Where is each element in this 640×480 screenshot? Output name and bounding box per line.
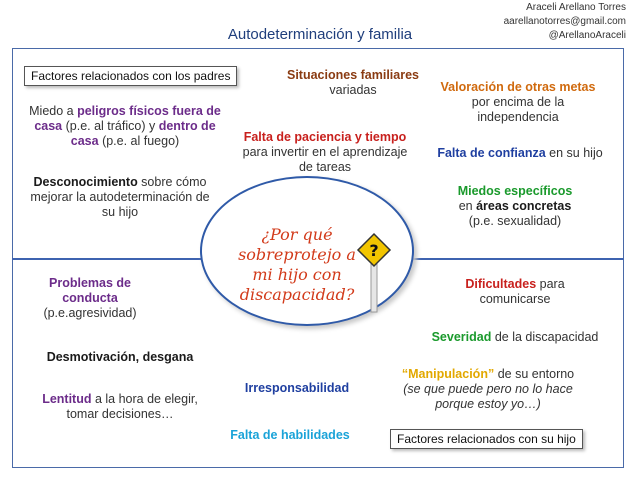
node-desmotivacion: Desmotivación, desgana <box>46 350 194 364</box>
node-miedos: Miedos específicos en áreas concretas (p.e. sexualidad) <box>457 184 573 228</box>
node-conducta: Problemas de conducta (p.e.agresividad) <box>43 276 137 320</box>
node-lentitud: Lentitud a la hora de elegir, tomar decisiones… <box>42 392 198 421</box>
node-habilidades: Falta de habilidades <box>230 428 350 442</box>
child-factors-label: Factores relacionados con su hijo <box>390 429 583 449</box>
node-paciencia: Falta de paciencia y tiempo para invertir en el aprendizaje de tareas <box>242 130 408 174</box>
node-miedo: Miedo a peligros físicos fuera de casa (p.e. al tráfico) y dentro de casa (p.e. al fuego) <box>29 104 221 148</box>
diagram-title: Autodeterminación y familia <box>227 26 413 43</box>
node-manipulacion: “Manipulación” de su entorno (se que puede pero no lo hace porque estoy yo…) <box>401 367 575 411</box>
node-severidad: Severidad de la discapacidad <box>431 330 599 344</box>
node-situaciones: Situaciones familiares variadas <box>286 68 419 97</box>
node-desconocimiento: Desconocimiento sobre cómo mejorar la autodeterminación de su hijo <box>30 175 210 219</box>
node-valoracion: Valoración de otras metas por encima de la independencia <box>440 80 596 124</box>
author-email: aarellanotorres@gmail.com <box>503 16 626 27</box>
warning-sign-icon <box>356 232 392 314</box>
node-irresponsabilidad: Irresponsabilidad <box>244 381 350 395</box>
author-handle: @ArellanoAraceli <box>548 30 626 41</box>
author-name: Araceli Arellano Torres <box>526 2 626 13</box>
center-question: ¿Por qué sobreprotejo a mi hijo con discapacidad? <box>238 225 356 304</box>
node-confianza: Falta de confianza en su hijo <box>437 146 603 160</box>
sign-mark: ? <box>369 241 379 260</box>
node-dificultades: Dificultades para comunicarse <box>465 277 565 306</box>
parents-factors-label: Factores relacionados con los padres <box>24 66 237 86</box>
